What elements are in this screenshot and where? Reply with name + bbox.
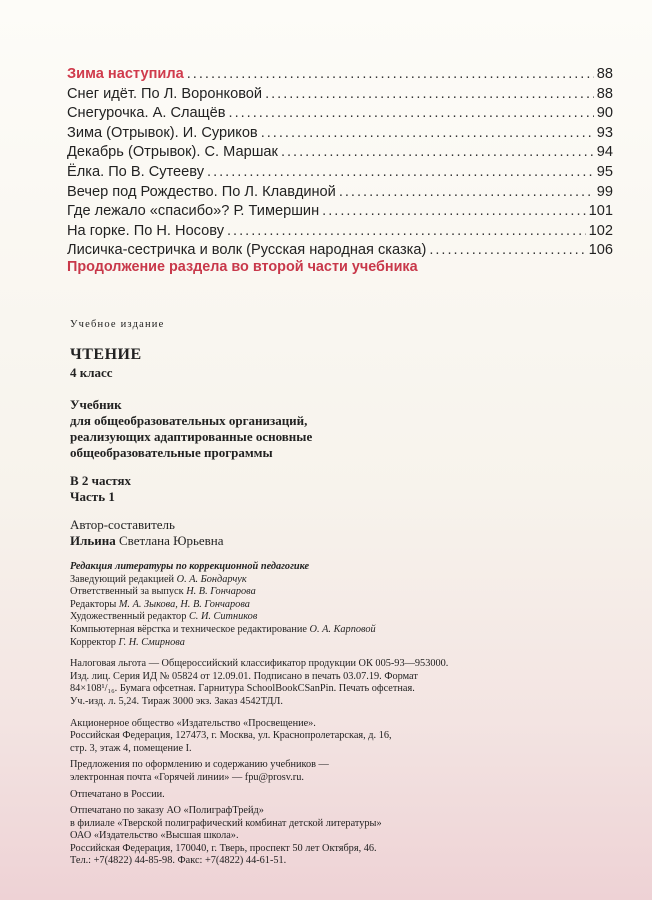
staff-name: М. А. Зыкова, Н. В. Гончарова (118, 598, 250, 610)
printed-in: Отпечатано в России. (70, 788, 165, 800)
toc-page-number: 95 (596, 163, 613, 180)
info-line: Акционерное общество «Издательство «Просвещение». (70, 717, 316, 729)
staff-name: Н. В. Гончарова (186, 586, 256, 598)
toc-title: Где лежало «спасибо»? Р. Тимершин (67, 203, 320, 220)
toc-title: Снег идёт. По Л. Воронковой (67, 85, 263, 102)
staff-role: Ответственный за выпуск (70, 586, 184, 598)
author-given-name: Светлана Юрьевна (119, 533, 224, 548)
printer-info (70, 805, 590, 868)
staff-role: Заведующий редакцией (70, 573, 175, 585)
toc-page-number: 88 (596, 66, 613, 82)
toc-page-number: 106 (588, 242, 613, 259)
staff-line (70, 611, 590, 624)
book-title: ЧТЕНИЕ (70, 346, 142, 363)
toc-title: На горке. По Н. Носову (67, 222, 224, 239)
editorial-staff (70, 561, 590, 649)
author-surname: Ильина (70, 533, 116, 548)
author-name (70, 533, 590, 549)
toc-leader-dots (339, 184, 594, 200)
description-line: общеобразовательные программы (70, 445, 273, 460)
info-line: Изд. лиц. Серия ИД № 05824 от 12.09.01. Подписано в печать 03.07.19. Формат (70, 670, 418, 682)
toc-item[interactable] (67, 86, 613, 106)
toc-page-number: 93 (596, 124, 613, 141)
info-line: Российская Федерация, 170040, г. Тверь, проспект 50 лет Октября, 46. (70, 842, 377, 854)
author-label: Автор-составитель (70, 517, 175, 532)
toc-item[interactable] (67, 125, 613, 145)
staff-role: Художественный редактор (70, 611, 187, 623)
toc-leader-dots (187, 66, 594, 82)
toc-item[interactable] (67, 105, 613, 125)
feedback-info (70, 759, 590, 784)
staff-name: О. А. Бондарчук (176, 573, 247, 585)
toc-item[interactable] (67, 184, 613, 204)
info-line: Предложения по оформлению и содержанию учебников — (70, 759, 329, 771)
info-line: ОАО «Издательство «Высшая школа». (70, 830, 239, 842)
description-line: для общеобразовательных организаций, (70, 413, 308, 428)
info-line: Тел.: +7(4822) 44-85-98. Факс: +7(4822) 44-61-51. (70, 855, 287, 867)
toc-title: Зима (Отрывок). И. Суриков (67, 124, 258, 141)
table-of-contents (67, 66, 613, 262)
toc-title: Декабрь (Отрывок). С. Маршак (67, 144, 278, 161)
info-line: Уч.-изд. л. 5,24. Тираж 3000 экз. Заказ 4542ТДЛ. (70, 695, 283, 707)
continuation-note: Продолжение раздела во второй части учебника (67, 259, 418, 275)
toc-title: Снегурочка. А. Слащёв (67, 105, 226, 122)
staff-name: О. А. Карповой (309, 623, 376, 635)
staff-role: Компьютерная вёрстка и техническое редактирование (70, 623, 307, 635)
toc-leader-dots (229, 105, 594, 121)
staff-line (70, 624, 590, 637)
staff-line (70, 586, 590, 599)
part-number: Часть 1 (70, 489, 115, 504)
tax-and-print-info (70, 658, 590, 708)
toc-item[interactable] (67, 144, 613, 164)
book-description (70, 397, 590, 461)
editorial-office: Редакция литературы по коррекционной педагогике (70, 561, 310, 572)
info-line: Отпечатано по заказу АО «ПолиграфТрейд» (70, 805, 264, 817)
staff-name: Г. Н. Смирнова (118, 636, 185, 648)
book-grade: 4 класс (70, 365, 113, 380)
description-line: реализующих адаптированные основные (70, 429, 313, 444)
info-line: в филиале «Тверской полиграфический комбинат детской литературы» (70, 817, 382, 829)
toc-title: Лисичка-сестричка и волк (Русская народная сказка) (67, 242, 427, 259)
toc-section-heading[interactable] (67, 66, 613, 86)
toc-title: Ёлка. По В. Сутееву (67, 163, 205, 180)
info-line: электронная почта «Горячей линии» — fpu@prosv.ru. (70, 771, 304, 783)
toc-leader-dots (322, 203, 585, 219)
edition-type: Учебное издание (70, 319, 165, 330)
staff-name: С. И. Ситников (188, 611, 258, 623)
toc-item[interactable] (67, 223, 613, 243)
staff-line (70, 574, 590, 587)
staff-line (70, 637, 590, 650)
book-parts (70, 473, 590, 505)
toc-leader-dots (227, 223, 586, 239)
toc-leader-dots (429, 242, 585, 258)
parts-count: В 2 частях (70, 473, 132, 488)
toc-title: Вечер под Рождество. По Л. Клавдиной (67, 183, 336, 200)
toc-item[interactable] (67, 203, 613, 223)
description-line: Учебник (70, 397, 122, 412)
info-line: 84×108¹/₁₆. Бумага офсетная. Гарнитура SchoolBookCSanPin. Печать офсетная. (70, 683, 415, 695)
toc-item[interactable] (67, 164, 613, 184)
toc-page-number: 88 (596, 85, 613, 102)
staff-role: Корректор (70, 636, 116, 648)
toc-leader-dots (265, 86, 594, 102)
toc-leader-dots (207, 164, 594, 180)
toc-page-number: 90 (596, 105, 613, 122)
publisher-info (70, 718, 590, 756)
toc-page-number: 101 (588, 203, 613, 220)
info-line: Российская Федерация, 127473, г. Москва, ул. Краснопролетарская, д. 16, (70, 730, 392, 742)
toc-page-number: 102 (588, 222, 613, 239)
staff-role: Редакторы (70, 598, 117, 610)
toc-title: Зима наступила (67, 66, 184, 82)
toc-leader-dots (281, 144, 594, 160)
toc-leader-dots (261, 125, 594, 141)
toc-page-number: 99 (596, 183, 613, 200)
toc-page-number: 94 (596, 144, 613, 161)
staff-line (70, 599, 590, 612)
info-line: стр. 3, этаж 4, помещение I. (70, 742, 192, 754)
info-line: Налоговая льгота — Общероссийский классификатор продукции ОК 005-93—953000. (70, 658, 449, 670)
imprint-block (70, 346, 590, 868)
